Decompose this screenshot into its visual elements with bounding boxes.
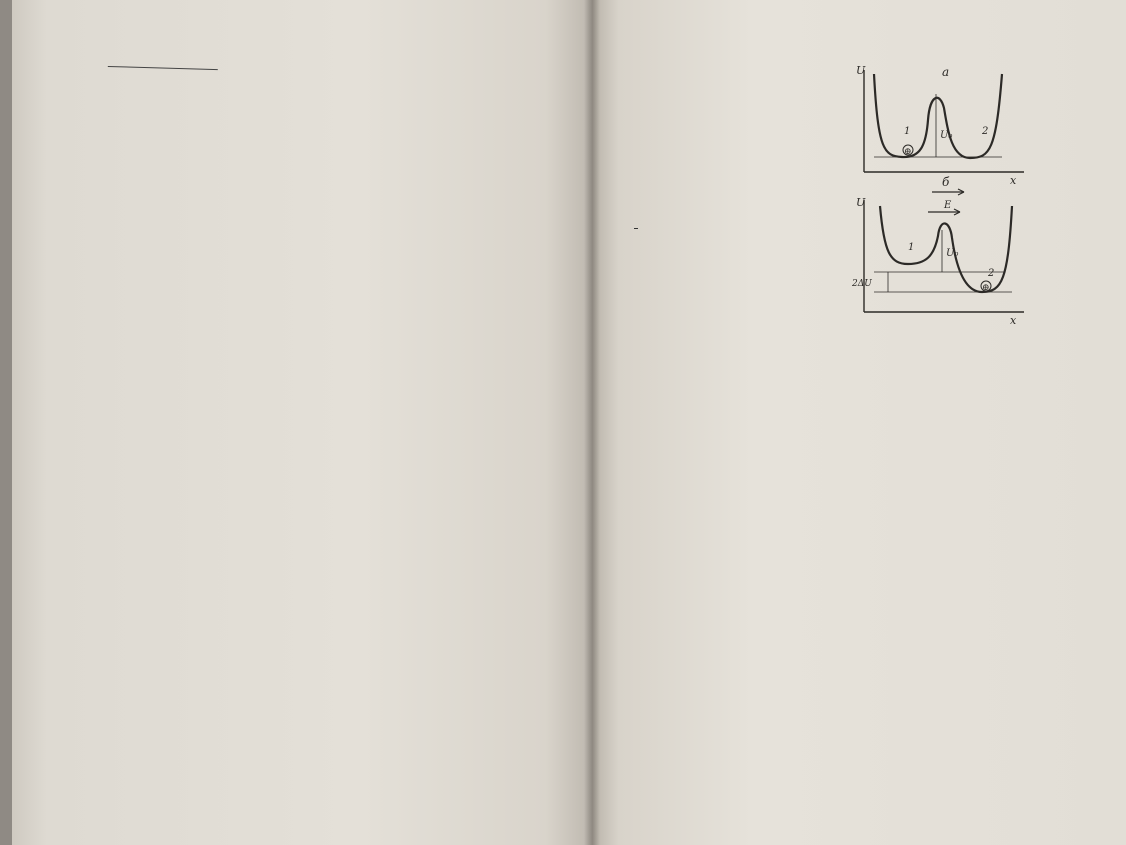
figure-panel-a (864, 70, 1024, 172)
field-label: E (944, 200, 952, 211)
well-1-label-b: 1 (908, 242, 915, 253)
figure-9-energy-diagram (852, 60, 1027, 325)
well-2-label-a: 2 (982, 126, 989, 137)
footnote-rule (108, 66, 218, 70)
formula-2-3 (598, 226, 838, 266)
figure-caption (850, 326, 1030, 328)
delta-label-b: 2ΔU (852, 279, 872, 289)
formula-fraction (634, 228, 638, 229)
right-body-text (596, 497, 1034, 505)
well-1-label-a: 1 (904, 126, 911, 137)
axis-u-label-b: U (856, 196, 866, 209)
axis-x-label-b: x (1010, 314, 1017, 325)
ion-glyph-b: ⊕ (982, 283, 990, 293)
left-page (12, 0, 592, 845)
ion-glyph-a: ⊕ (904, 147, 912, 157)
potential-curve-a (874, 74, 1002, 158)
book-gutter (584, 0, 600, 845)
axis-u-label-a: U (856, 64, 866, 77)
well-2-label-b: 2 (988, 268, 995, 279)
fraction-numerator (634, 228, 638, 229)
axis-x-label-a: x (1010, 174, 1017, 187)
panel-label-a: а (942, 65, 950, 79)
panel-label-b: б (942, 175, 950, 189)
barrier-label-b: U₀ (946, 248, 959, 259)
barrier-label-a: U₀ (940, 130, 953, 141)
